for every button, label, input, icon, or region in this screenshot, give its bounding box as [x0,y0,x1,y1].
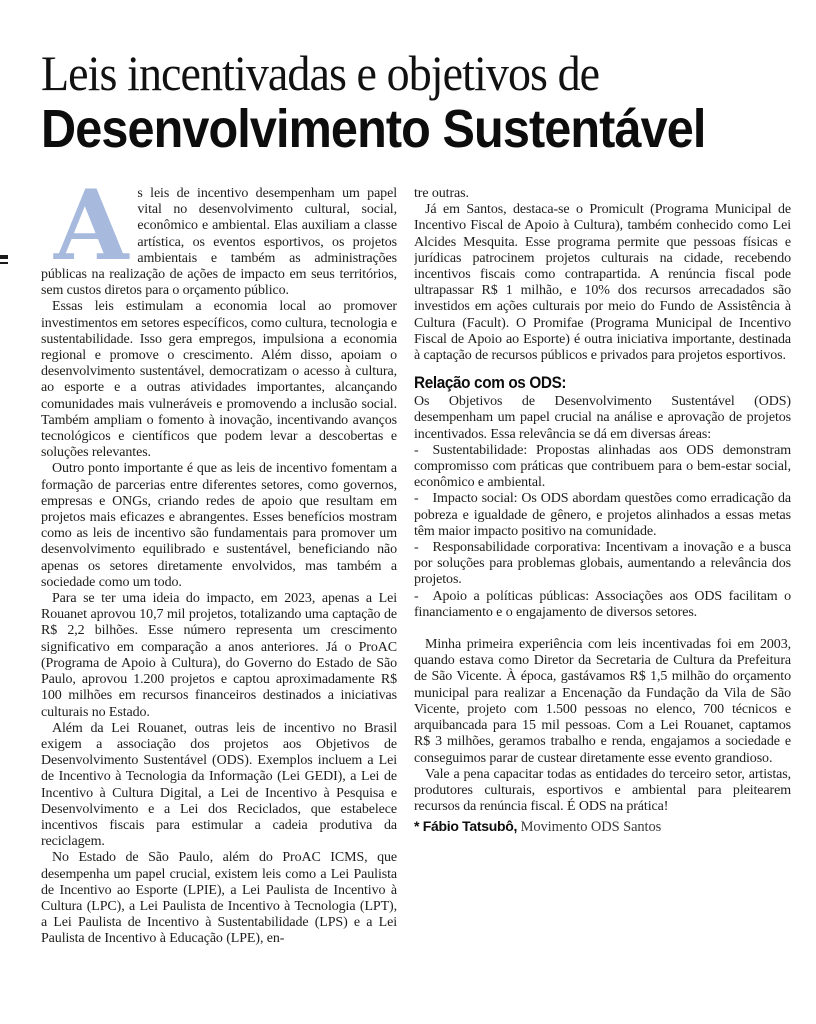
paragraph: Já em Santos, destaca-se o Promicult (Programa Municipal de Incentivo Fiscal de Apoio à Cultura), também conhecido como Lei Alcides Mesquita. Esse programa permite que pessoas físicas e jurídicas patrocinem projetos culturais na cidade, recebendo incentivos fiscais como contrapartida. A renúncia fiscal pode ultrapassar R$ 1 milhão, e 10% dos recursos arrecadados são investidos em ações culturais por meio do Fundo de Assistência à Cultura (Facult). O Promifae (Programa Municipal de Incentivo Fiscal de Apoio ao Esporte) é outra iniciativa importante, destinada à captação de recursos públicos e privados para projetos esportivos. [414,202,791,364]
paragraph: Essas leis estimulam a economia local ao promover investimentos em setores específicos, como cultura, tecnologia e sustentabilidade. Isso gera empregos, impulsiona a economia regional e promove o crescimento. Além disso, apoiam o desenvolvimento sustentável, democratizam o acesso à cultura, ao esporte e a outras atividades importantes, alcançando comunidades mais vulneráveis e promovendo a inclusão social. Também ampliam o fomento à inovação, incentivando avanços tecnológicos e científicos que podem levar a descobertas e soluções relevantes. [41,299,397,461]
article-body [41,186,791,948]
lead-paragraph-text: s leis de incentivo desempenham um papel vital no desenvolvimento cultural, social, econômico e ambiental. Elas auxiliam a classe artística, os eventos esportivos, os projetos ambientais e também as administrações públicas na realização de ações de impacto em seus territórios, sem custos diretos para o orçamento público. [41,186,397,299]
ods-list-item: - Sustentabilidade: Propostas alinhadas aos ODS demonstram compromisso com práticas que contribuem para o bem-estar social, econômico e ambiental. [414,442,791,491]
byline [414,818,791,836]
byline-organization: Movimento ODS Santos [517,819,662,836]
drop-cap: A [54,186,129,282]
paragraph-continuation: tre outras. [414,186,469,201]
article-title [0,0,816,158]
ods-list-item: - Impacto social: Os ODS abordam questões como erradicação da pobreza e igualdade de gênero, e projetos alinhados a essas metas têm maior impacto positivo na comunidade. [414,491,791,539]
left-edge-registration-mark [0,262,8,264]
ods-list-item: - Responsabilidade corporativa: Incentivam a inovação e a busca por soluções para problemas globais, aumentando a relevância dos projetos. [414,540,791,588]
paragraph: Os Objetivos de Desenvolvimento Sustentável (ODS) desempenham um papel crucial na análise e aprovação de projetos incentivados. Essa relevância se dá em diversas áreas: [414,394,791,442]
section-heading-ods: Relação com os ODS: [414,373,567,393]
left-edge-registration-mark [0,255,8,259]
lead-paragraph [41,186,397,299]
byline-author: * Fábio Tatsubô, [414,818,518,835]
title-line-2: Desenvolvimento Sustentável [41,99,706,159]
column-right [414,186,791,948]
paragraph: Outro ponto importante é que as leis de incentivo fomentam a formação de parcerias entre diferentes setores, como governos, empresas e ONGs, criando redes de apoio que resultam em projetos mais eficazes e abrangentes. Esses benefícios mostram como as leis de incentivo são fundamentais para promover um desenvolvimento equilibrado e sustentável, beneficiando não apenas os setores diretamente envolvidos, mas também a sociedade como um todo. [41,461,397,590]
paragraph: Para se ter uma ideia do impacto, em 2023, apenas a Lei Rouanet aprovou 10,7 mil projetos, totalizando uma captação de R$ 2,2 bilhões. Esse número representa um crescimento significativo em comparação a anos anteriores. Já o ProAC (Programa de Apoio à Cultura), do Governo do Estado de São Paulo, aprovou 1.200 projetos e captou aproximadamente R$ 100 milhões em recursos financeiros destinados a iniciativas culturais no Estado. [41,591,397,720]
paragraph: Minha primeira experiência com leis incentivadas foi em 2003, quando estava como Diretor da Secretaria de Cultura da Prefeitura de São Vicente. À época, gastávamos R$ 1,5 milhão do orçamento municipal para realizar a Encenação da Fundação da Vila de São Vicente, projeto com 1.500 pessoas no elenco, 700 técnicos e arquibancada para 15 mil pessoas. Com a Lei Rouanet, captamos R$ 3 milhões, geramos trabalho e renda, engajamos a sociedade e conseguimos parar de custear diretamente esse evento grandioso. [414,637,791,766]
ods-list-item: - Apoio a políticas públicas: Associações aos ODS facilitam o financiamento e o engajamento de diversos setores. [414,588,791,620]
column-left [41,186,397,948]
paragraph: Vale a pena capacitar todas as entidades do terceiro setor, artistas, produtores culturais, esportivos e ambiental para pleitearem recursos da renúncia fiscal. É ODS na prática! [414,766,791,815]
paragraph: No Estado de São Paulo, além do ProAC ICMS, que desempenha um papel crucial, existem leis como a Lei Paulista de Incentivo ao Esporte (LPIE), a Lei Paulista de Incentivo à Cultura (LPC), a Lei Paulista de Incentivo à Tecnologia (LPT), a Lei Paulista de Incentivo à Sustentabilidade (LPS) e a Lei Paulista de Incentivo à Educação (LPE), en- [41,850,397,947]
paragraph: Além da Lei Rouanet, outras leis de incentivo no Brasil exigem a associação dos projetos aos Objetivos de Desenvolvimento Sustentável (ODS). Exemplos incluem a Lei de Incentivo à Tecnologia da Informação (Lei GEDI), a Lei de Incentivo à Cultura Digital, a Lei de Incentivo à Pesquisa e Desenvolvimento e a Lei dos Reciclados, que estabelece incentivos fiscais para estimular a cadeia produtiva da reciclagem. [41,720,397,850]
title-line-1: Leis incentivadas e objetivos de [41,45,600,101]
